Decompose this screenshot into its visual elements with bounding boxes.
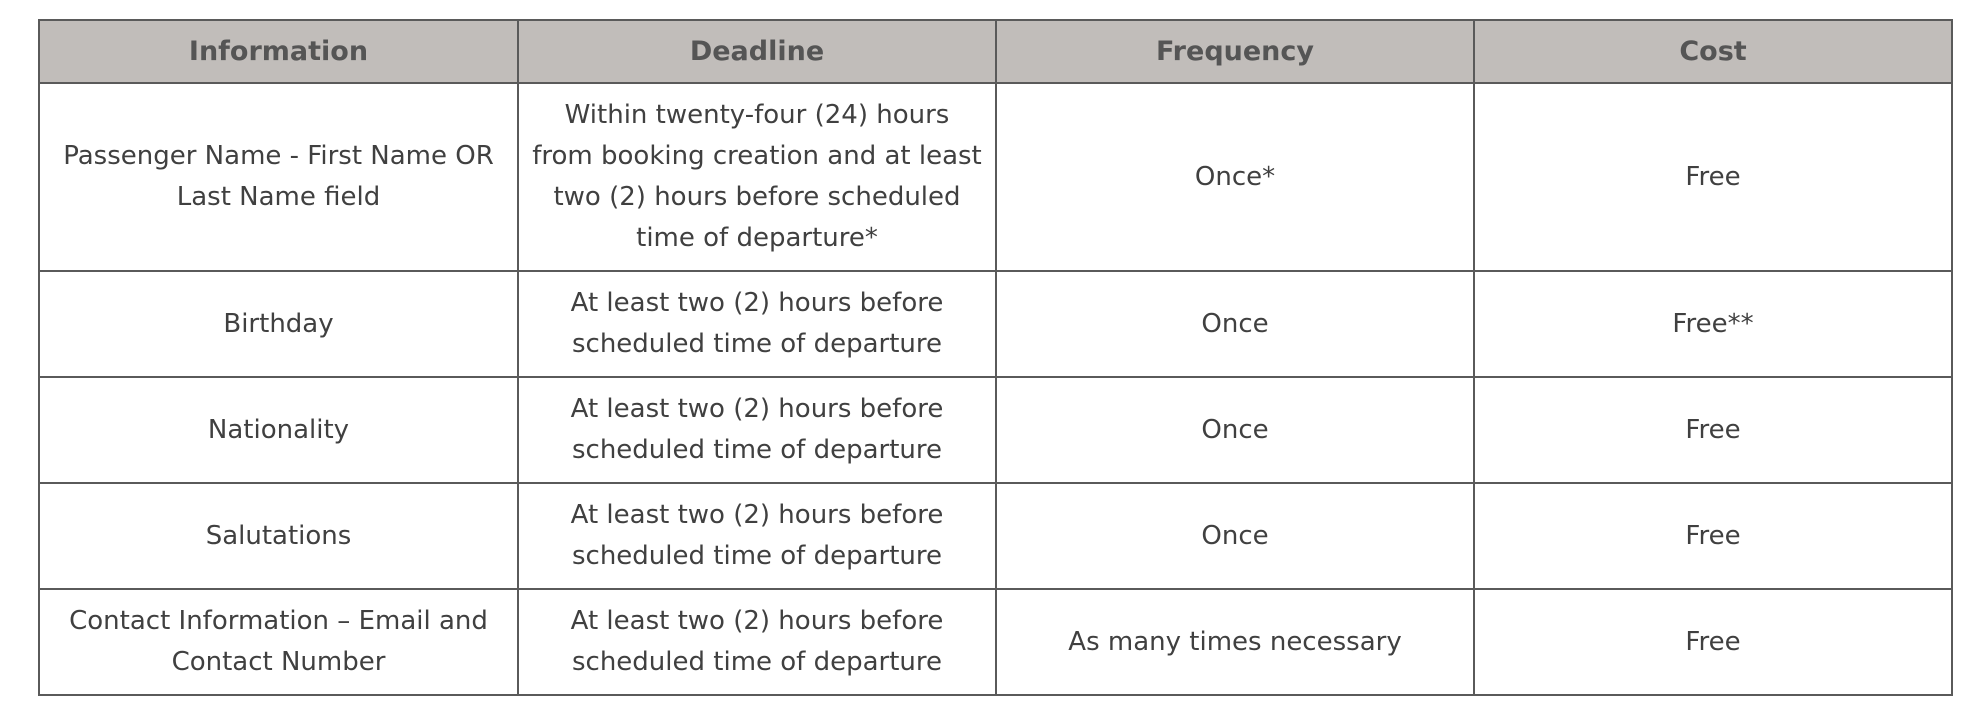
column-header-cost: Cost <box>1474 20 1952 83</box>
deadline-cell: At least two (2) hours before scheduled time of departure <box>518 483 996 589</box>
table-row <box>39 271 1952 377</box>
cost-cell: Free <box>1474 589 1952 695</box>
header-row <box>39 20 1952 83</box>
passenger-info-change-table <box>38 19 1953 696</box>
column-header-frequency: Frequency <box>996 20 1474 83</box>
frequency-cell: Once <box>996 483 1474 589</box>
frequency-cell: Once* <box>996 83 1474 271</box>
frequency-cell: Once <box>996 271 1474 377</box>
table-body <box>39 83 1952 695</box>
deadline-cell: Within twenty-four (24) hours from booking creation and at least two (2) hours before scheduled time of departure* <box>518 83 996 271</box>
column-header-deadline: Deadline <box>518 20 996 83</box>
frequency-cell: Once <box>996 377 1474 483</box>
deadline-cell: At least two (2) hours before scheduled time of departure <box>518 271 996 377</box>
information-cell: Nationality <box>39 377 518 483</box>
table-row <box>39 377 1952 483</box>
table-row <box>39 483 1952 589</box>
table-row <box>39 83 1952 271</box>
information-cell: Birthday <box>39 271 518 377</box>
information-cell: Contact Information – Email and Contact Number <box>39 589 518 695</box>
information-cell: Passenger Name - First Name OR Last Name field <box>39 83 518 271</box>
cost-cell: Free** <box>1474 271 1952 377</box>
frequency-cell: As many times necessary <box>996 589 1474 695</box>
information-cell: Salutations <box>39 483 518 589</box>
cost-cell: Free <box>1474 483 1952 589</box>
column-header-information: Information <box>39 20 518 83</box>
table-row <box>39 589 1952 695</box>
cost-cell: Free <box>1474 83 1952 271</box>
table-header <box>39 20 1952 83</box>
deadline-cell: At least two (2) hours before scheduled time of departure <box>518 589 996 695</box>
deadline-cell: At least two (2) hours before scheduled time of departure <box>518 377 996 483</box>
cost-cell: Free <box>1474 377 1952 483</box>
